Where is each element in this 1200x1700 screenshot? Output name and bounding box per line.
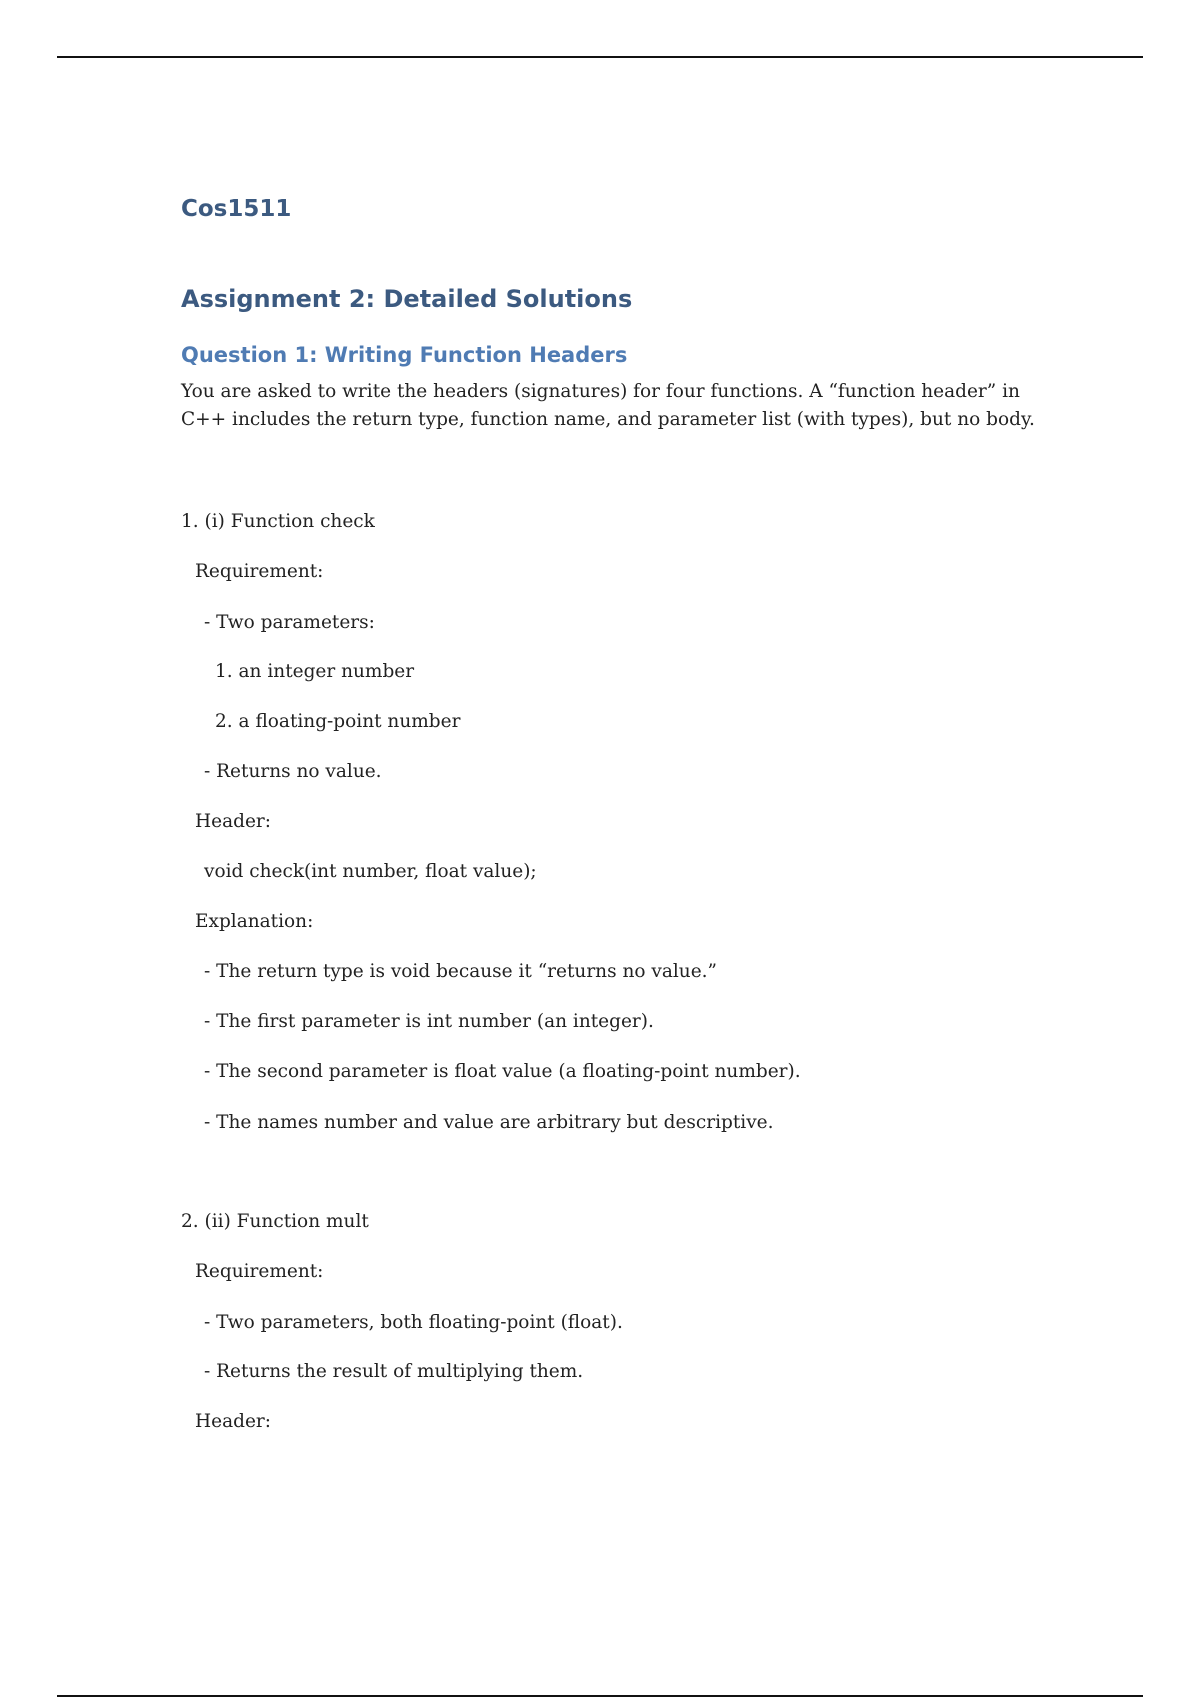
item-1-header-code: void check(int number, float value); [204, 861, 537, 882]
item-1-explanation-4: - The names number and value are arbitrary but descriptive. [204, 1112, 774, 1133]
item-1-requirement-label: Requirement: [195, 561, 324, 582]
item-1-explanation-3: - The second parameter is float value (a floating-point number). [204, 1061, 801, 1082]
item-1-explanation-label: Explanation: [195, 911, 314, 932]
document-title: Assignment 2: Detailed Solutions [181, 285, 633, 313]
item-1-explanation-1: - The return type is void because it “returns no value.” [204, 961, 717, 982]
course-code: Cos1511 [181, 196, 292, 222]
question-1-heading: Question 1: Writing Function Headers [181, 343, 628, 367]
item-1-explanation-2: - The first parameter is int number (an integer). [204, 1011, 654, 1032]
item-1-param-1: 1. an integer number [215, 661, 415, 682]
header-rule [57, 56, 1143, 58]
footer-rule [57, 1695, 1143, 1697]
item-1-title: 1. (i) Function check [181, 511, 375, 532]
item-2-header-label: Header: [195, 1411, 271, 1432]
item-2-req-return: - Returns the result of multiplying them. [204, 1361, 584, 1382]
item-2-requirement-label: Requirement: [195, 1261, 324, 1282]
item-2-req-params: - Two parameters, both floating-point (float). [204, 1312, 623, 1333]
question-1-intro: You are asked to write the headers (signatures) for four functions. A “function header” in C++ includes the return type, function name, and parameter list (with types), but no body. [181, 381, 1035, 430]
item-1-header-label: Header: [195, 811, 271, 832]
item-1-param-2: 2. a floating-point number [215, 711, 461, 732]
item-2-title: 2. (ii) Function mult [181, 1211, 369, 1232]
item-1-req-return: - Returns no value. [204, 761, 382, 782]
item-1-req-params: - Two parameters: [204, 612, 375, 633]
